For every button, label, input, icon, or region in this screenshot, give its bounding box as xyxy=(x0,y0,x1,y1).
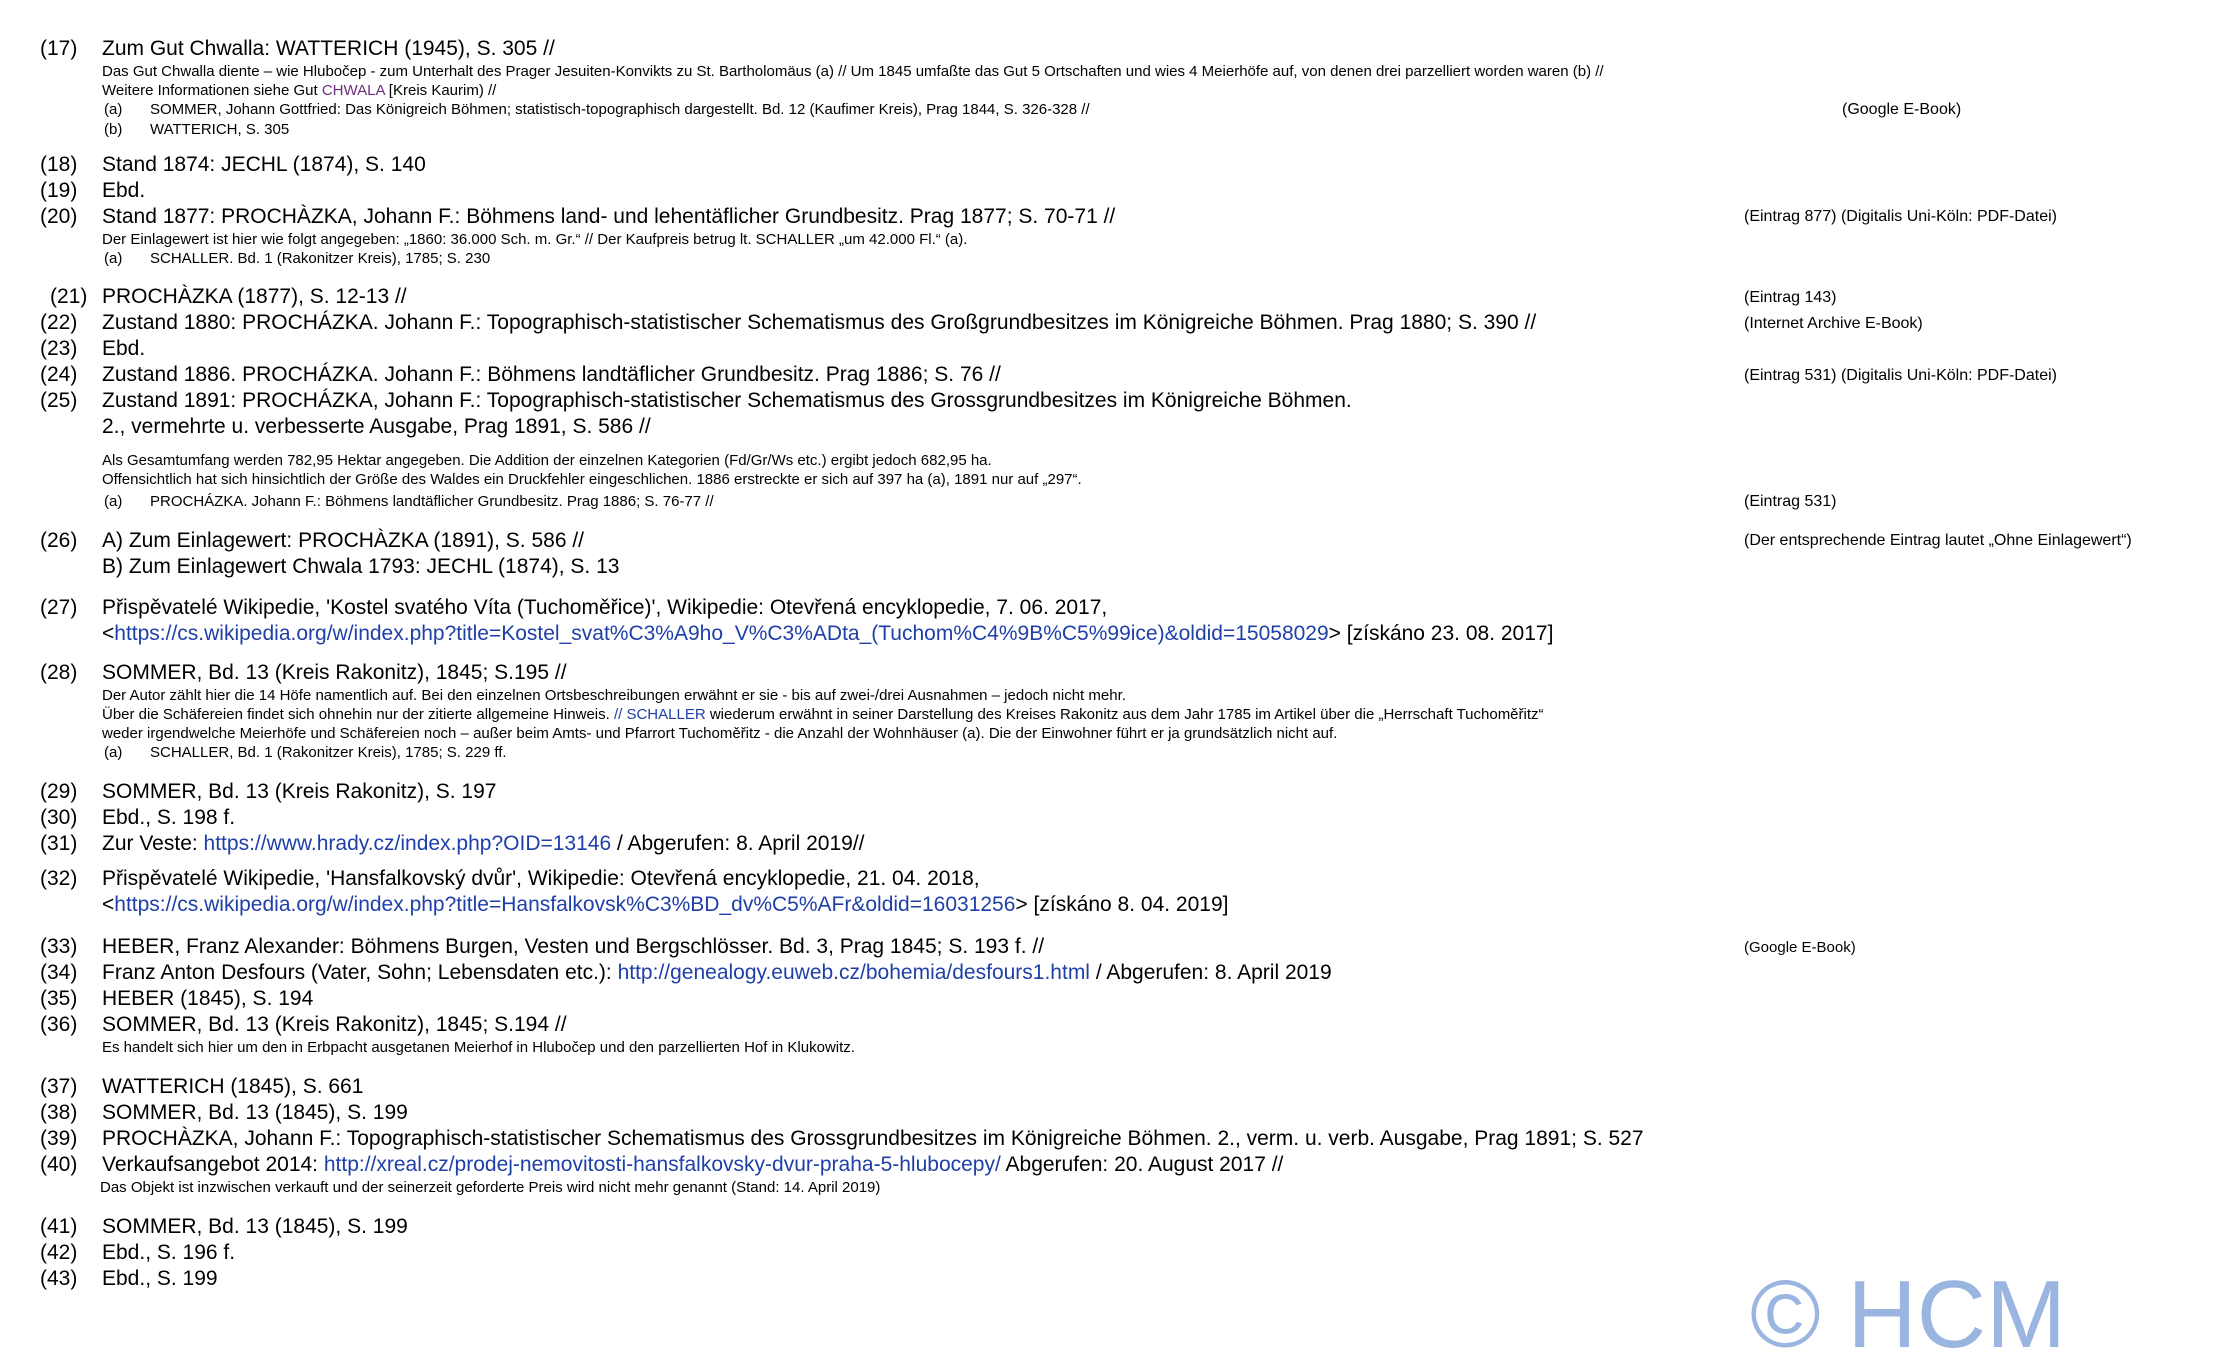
footnote-text xyxy=(102,892,1229,918)
text-prefix: Zur Veste: xyxy=(102,832,204,855)
footnote-number: (26) xyxy=(40,529,78,552)
sub-text: SCHALLER, Bd. 1 (Rakonitzer Kreis), 1785; S. 229 ff. xyxy=(150,744,507,761)
footnote-number: (19) xyxy=(40,179,78,202)
footnote-text: PROCHÀZKA, Johann F.: Topographisch-statistischer Schematismus des Grossgrundbesitzes im Königreiche Böhmen. 2., verm. u. verb. Ausgabe, Prag 1891; S. 527 xyxy=(102,1127,1644,1150)
text-prefix: Franz Anton Desfours (Vater, Sohn; Lebensdaten etc.): xyxy=(102,961,618,984)
sub-label: (a) xyxy=(104,101,123,118)
footnote-number: (34) xyxy=(40,961,78,984)
hrady-link[interactable]: https://www.hrady.cz/index.php?OID=13146 xyxy=(203,832,612,855)
footnote-text: HEBER, Franz Alexander: Böhmens Burgen, Vesten und Bergschlösser. Bd. 3, Prag 1845; S. 193 f. // xyxy=(102,935,1045,958)
retrieved-note: > [získáno 23. 08. 2017] xyxy=(1328,622,1554,645)
footnote-detail: Offensichtlich hat sich hinsichtlich der Größe des Waldes ein Druckfehler eingeschlichen. 1886 erstreckte er sich auf 397 ha (a), 1891 nur auf „297“. xyxy=(102,471,1082,488)
footnote-text: Ebd. xyxy=(102,179,146,202)
sub-label: (a) xyxy=(104,744,123,761)
genealogy-link[interactable]: http://genealogy.euweb.cz/bohemia/desfours1.html xyxy=(617,961,1090,984)
footnote-text: HEBER (1845), S. 194 xyxy=(102,987,314,1010)
sub-label: (b) xyxy=(104,121,123,138)
footnote-number: (37) xyxy=(40,1075,78,1098)
source-note: (Eintrag 143) xyxy=(1744,289,1837,306)
footnote-number: (30) xyxy=(40,806,78,829)
bracket-open: < xyxy=(102,622,115,645)
footnote-text: SOMMER, Bd. 13 (Kreis Rakonitz), S. 197 xyxy=(102,780,497,803)
sub-label: (a) xyxy=(104,250,123,267)
footnote-number: (38) xyxy=(40,1101,78,1124)
footnote-detail xyxy=(102,81,496,100)
footnote-number: (27) xyxy=(40,596,78,619)
footnote-text xyxy=(102,621,1553,647)
footnote-number: (28) xyxy=(40,661,78,684)
detail-suffix: [Kreis Kaurim) // xyxy=(384,82,497,99)
footnote-text: Zustand 1886. PROCHÁZKA. Johann F.: Böhmens landtäflicher Grundbesitz. Prag 1886; S. 76 // xyxy=(102,363,1001,386)
footnote-number: (40) xyxy=(40,1153,78,1176)
footnote-text: Stand 1874: JECHL (1874), S. 140 xyxy=(102,153,426,176)
footnote-text: Přispěvatelé Wikipedie, 'Kostel svatého Víta (Tuchoměřice)', Wikipedie: Otevřená encyklopedie, 7. 06. 2017, xyxy=(102,596,1108,619)
detail-prefix: Über die Schäfereien findet sich ohnehin nur der zitierte allgemeine Hinweis. xyxy=(102,706,614,723)
footnote-number: (35) xyxy=(40,987,78,1010)
footnote-text: Přispěvatelé Wikipedie, 'Hansfalkovský dvůr', Wikipedie: Otevřená encyklopedie, 21. 04. 2018, xyxy=(102,867,980,890)
footnote-text xyxy=(102,1152,1283,1178)
retrieved-note: / Abgerufen: 8. April 2019 xyxy=(1089,961,1332,984)
footnote-text: Ebd., S. 196 f. xyxy=(102,1241,236,1264)
footnote-detail xyxy=(102,705,1544,724)
footnote-text: Ebd., S. 199 xyxy=(102,1267,218,1290)
source-note: (Eintrag 877) (Digitalis Uni-Köln: PDF-Datei) xyxy=(1744,208,2057,225)
footnote-detail: Das Gut Chwalla diente – wie Hlubočep - zum Unterhalt des Prager Jesuiten-Konvikts zu St. Bartholomäus (a) // Um 1845 umfaßte das Gut 5 Ortschaften und wies 4 Meierhöfe auf, von denen drei parzelliert worden waren (b) // xyxy=(102,63,1604,80)
detail-suffix: wiederum erwähnt in seiner Darstellung des Kreises Rakonitz aus dem Jahr 1785 im Artikel über die „Herrschaft Tuchoměřitz“ xyxy=(705,706,1544,723)
footnote-number: (39) xyxy=(40,1127,78,1150)
footnote-number: (18) xyxy=(40,153,78,176)
footnote-text: SOMMER, Bd. 13 (1845), S. 199 xyxy=(102,1215,408,1238)
chwala-link[interactable]: CHWALA xyxy=(321,82,385,99)
source-note: (Eintrag 531) xyxy=(1744,493,1837,510)
xreal-link[interactable]: http://xreal.cz/prodej-nemovitosti-hansfalkovsky-dvur-praha-5-hlubocepy/ xyxy=(323,1153,1001,1176)
footnote-detail: weder irgendwelche Meierhöfe und Schäfereien noch – außer beim Amts- und Pfarrort Tuchoměřitz - die Anzahl der Wohnhäuser (a). Die der Einwohner führt er ja grundsätzlich nicht auf. xyxy=(102,725,1338,742)
detail-prefix: Weitere Informationen siehe Gut xyxy=(102,82,322,99)
retrieved-note: > [získáno 8. 04. 2019] xyxy=(1015,893,1229,916)
footnote-number: (31) xyxy=(40,832,78,855)
footnote-text: Stand 1877: PROCHÀZKA, Johann F.: Böhmens land- und lehentäflicher Grundbesitz. Prag 1877; S. 70-71 // xyxy=(102,205,1116,228)
source-note: (Google E-Book) xyxy=(1842,101,1962,118)
footnote-number: (42) xyxy=(40,1241,78,1264)
footnote-number: (22) xyxy=(40,311,78,334)
footnote-number: (33) xyxy=(40,935,78,958)
footnote-number: (32) xyxy=(40,867,78,890)
footnote-number: (41) xyxy=(40,1215,78,1238)
footnote-detail: Der Einlagewert ist hier wie folgt angegeben: „1860: 36.000 Sch. m. Gr.“ // Der Kaufpreis betrug lt. SCHALLER „um 42.000 Fl.“ (a). xyxy=(102,231,968,248)
source-note: (Google E-Book) xyxy=(1744,939,1856,956)
footnote-number: (24) xyxy=(40,363,78,386)
source-note: (Eintrag 531) (Digitalis Uni-Köln: PDF-Datei) xyxy=(1744,367,2057,384)
copyright-watermark: © HCM xyxy=(1750,1261,2067,1368)
footnote-number: (25) xyxy=(40,389,78,412)
footnote-text: Zustand 1880: PROCHÁZKA. Johann F.: Topographisch-statistischer Schematismus des Großgrundbesitzes im Königreiche Böhmen. Prag 1880; S. 390 // xyxy=(102,311,1537,334)
footnote-number: (21) xyxy=(50,285,88,308)
footnote-text: B) Zum Einlagewert Chwala 1793: JECHL (1874), S. 13 xyxy=(102,555,620,578)
footnote-number: (17) xyxy=(40,37,78,60)
footnote-number: (23) xyxy=(40,337,78,360)
wikipedia-link[interactable]: https://cs.wikipedia.org/w/index.php?title=Kostel_svat%C3%A9ho_V%C3%ADta_(Tuchom%C4%9B%C5%99ice)&oldid=15058029 xyxy=(114,622,1329,645)
footnote-text: A) Zum Einlagewert: PROCHÀZKA (1891), S. 586 // xyxy=(102,529,585,552)
source-note: (Internet Archive E-Book) xyxy=(1744,315,1923,332)
sub-text: PROCHÁZKA. Johann F.: Böhmens landtäflicher Grundbesitz. Prag 1886; S. 76-77 // xyxy=(150,493,714,510)
footnote-detail: Das Objekt ist inzwischen verkauft und der seinerzeit geforderte Preis wird nicht mehr genannt (Stand: 14. April 2019) xyxy=(100,1179,881,1196)
footnote-text: WATTERICH (1845), S. 661 xyxy=(102,1075,364,1098)
footnote-text: PROCHÀZKA (1877), S. 12-13 // xyxy=(102,285,407,308)
footnote-text xyxy=(102,831,864,857)
footnote-detail: Als Gesamtumfang werden 782,95 Hektar angegeben. Die Addition der einzelnen Kategorien (Fd/Gr/Ws etc.) ergibt jedoch 682,95 ha. xyxy=(102,452,992,469)
footnote-text: Zum Gut Chwalla: WATTERICH (1945), S. 305 // xyxy=(102,37,555,60)
sub-text: SOMMER, Johann Gottfried: Das Königreich Böhmen; statistisch-topographisch dargestellt. Bd. 12 (Kaufimer Kreis), Prag 1844, S. 326-328 // xyxy=(150,101,1090,118)
footnote-text: SOMMER, Bd. 13 (Kreis Rakonitz), 1845; S.194 // xyxy=(102,1013,567,1036)
footnote-text: Zustand 1891: PROCHÁZKA, Johann F.: Topographisch-statistischer Schematismus des Grossgrundbesitzes im Königreiche Böhmen. xyxy=(102,389,1352,412)
footnote-text: SOMMER, Bd. 13 (Kreis Rakonitz), 1845; S.195 // xyxy=(102,661,567,684)
footnote-text: 2., vermehrte u. verbesserte Ausgabe, Prag 1891, S. 586 // xyxy=(102,415,651,438)
sub-text: WATTERICH, S. 305 xyxy=(150,121,290,138)
footnote-text xyxy=(102,960,1332,986)
footnote-detail: Es handelt sich hier um den in Erbpacht ausgetanen Meierhof in Hlubočep und den parzellierten Hof in Klukowitz. xyxy=(102,1039,855,1056)
sub-text: SCHALLER. Bd. 1 (Rakonitzer Kreis), 1785; S. 230 xyxy=(150,250,491,267)
schaller-link[interactable]: // SCHALLER xyxy=(613,706,706,723)
footnote-text: SOMMER, Bd. 13 (1845), S. 199 xyxy=(102,1101,408,1124)
footnote-detail: Der Autor zählt hier die 14 Höfe namentlich auf. Bei den einzelnen Ortsbeschreibungen erwähnt er sie - bis auf zwei-/drei Ausnahmen – jedoch nicht mehr. xyxy=(102,687,1126,704)
footnote-number: (43) xyxy=(40,1267,78,1290)
footnote-number: (29) xyxy=(40,780,78,803)
bracket-open: < xyxy=(102,893,115,916)
wikipedia-link[interactable]: https://cs.wikipedia.org/w/index.php?title=Hansfalkovsk%C3%BD_dv%C5%AFr&oldid=16031256 xyxy=(114,893,1016,916)
source-note: (Der entsprechende Eintrag lautet „Ohne Einlagewert“) xyxy=(1744,532,2132,549)
footnote-text: Ebd., S. 198 f. xyxy=(102,806,236,829)
footnote-text: Ebd. xyxy=(102,337,146,360)
text-prefix: Verkaufsangebot 2014: xyxy=(102,1153,324,1176)
retrieved-note: / Abgerufen: 8. April 2019// xyxy=(611,832,865,855)
footnote-number: (20) xyxy=(40,205,78,228)
sub-label: (a) xyxy=(104,493,123,510)
retrieved-note: Abgerufen: 20. August 2017 // xyxy=(1000,1153,1284,1176)
footnote-number: (36) xyxy=(40,1013,78,1036)
